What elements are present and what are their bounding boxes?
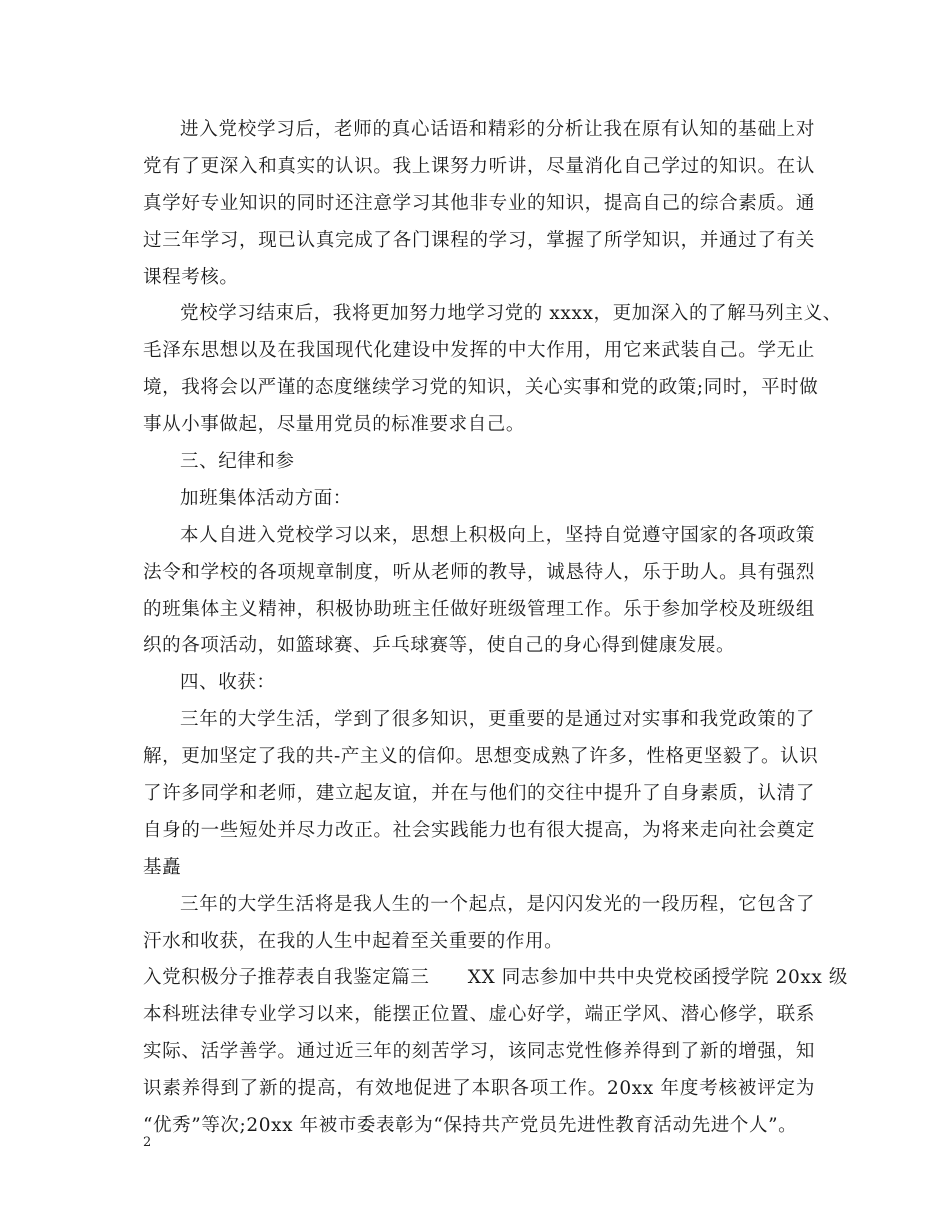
paragraph-line: 本人自进入党校学习以来，思想上积极向上，坚持自觉遵守国家的各项政策 — [180, 524, 815, 546]
paragraph-line: 进入党校学习后，老师的真心话语和精彩的分析让我在原有认知的基础上对 — [180, 119, 815, 140]
paragraph-line: 党校学习结束后，我将更加努力地学习党的 xxxx，更加深入的了解马列主义、 — [180, 303, 842, 325]
paragraph-line: 基矗 — [143, 856, 182, 878]
section-heading: 加班集体活动方面： — [180, 487, 352, 509]
section-heading: 三、纪律和参 — [180, 451, 295, 473]
paragraph-line: 本科班法律专业学习以来，能摆正位置、虚心好学，端正学风、潜心修学，联系 — [143, 1004, 815, 1026]
paragraph-line: 毛泽东思想以及在我国现代化建设中发挥的中大作用，用它来武装自己。学无止 — [143, 340, 815, 362]
paragraph-line: 织的各项活动，如篮球赛、乒乓球赛等，使自己的身心得到健康发展。 — [143, 635, 736, 657]
paragraph-line: 事从小事做起，尽量用党员的标准要求自己。 — [143, 414, 526, 436]
paragraph-line: 过三年学习，现已认真完成了各门课程的学习，掌握了所学知识，并通过了有关 — [143, 229, 815, 251]
paragraph-line: “优秀”等次;20xx 年被市委表彰为“保持共产党员先进性教育活动先进个人”。 — [143, 1115, 798, 1137]
paragraph-line: 课程考核。 — [143, 266, 239, 288]
paragraph-line: 汗水和收获，在我的人生中起着至关重要的作用。 — [143, 930, 564, 952]
paragraph-line: 法令和学校的各项规章制度，听从老师的教导，诚恳待人，乐于助人。具有强烈 — [143, 561, 815, 583]
paragraph-line: 党有了更深入和真实的认识。我上课努力听讲，尽量消化自己学过的知识。在认 — [143, 155, 815, 177]
paragraph-line: 实际、活学善学。通过近三年的刻苦学习，该同志党性修养得到了新的增强，知 — [143, 1041, 815, 1063]
paragraph-line: 了许多同学和老师，建立起友谊，并在与他们的交往中提升了自身素质，认清了 — [143, 783, 815, 805]
section-heading: 四、收获： — [180, 672, 276, 694]
paragraph-line: 识素养得到了新的提高，有效地促进了本职各项工作。20xx 年度考核被评定为 — [143, 1078, 815, 1100]
paragraph-line: 入党积极分子推荐表自我鉴定篇三 XX 同志参加中共中央党校函授学院 20xx 级 — [143, 967, 848, 989]
paragraph-line: 真学好专业知识的同时还注意学习其他非专业的知识，提高自己的综合素质。通 — [143, 192, 815, 214]
paragraph-line: 解，更加坚定了我的共-产主义的信仰。思想变成熟了许多，性格更坚毅了。认识 — [143, 746, 819, 768]
paragraph-line: 三年的大学生活，学到了很多知识，更重要的是通过对实事和我党政策的了 — [180, 709, 815, 731]
document-body — [143, 112, 848, 1145]
page-number: 2 — [143, 1135, 152, 1150]
paragraph-line: 自身的一些短处并尽力改正。社会实践能力也有很大提高，为将来走向社会奠定 — [143, 819, 815, 841]
paragraph-line: 的班集体主义精神，积极协助班主任做好班级管理工作。乐于参加学校及班级组 — [143, 598, 815, 620]
paragraph-line: 三年的大学生活将是我人生的一个起点，是闪闪发光的一段历程，它包含了 — [180, 893, 815, 915]
paragraph-line: 境，我将会以严谨的态度继续学习党的知识，关心实事和党的政策;同时，平时做 — [143, 377, 819, 399]
